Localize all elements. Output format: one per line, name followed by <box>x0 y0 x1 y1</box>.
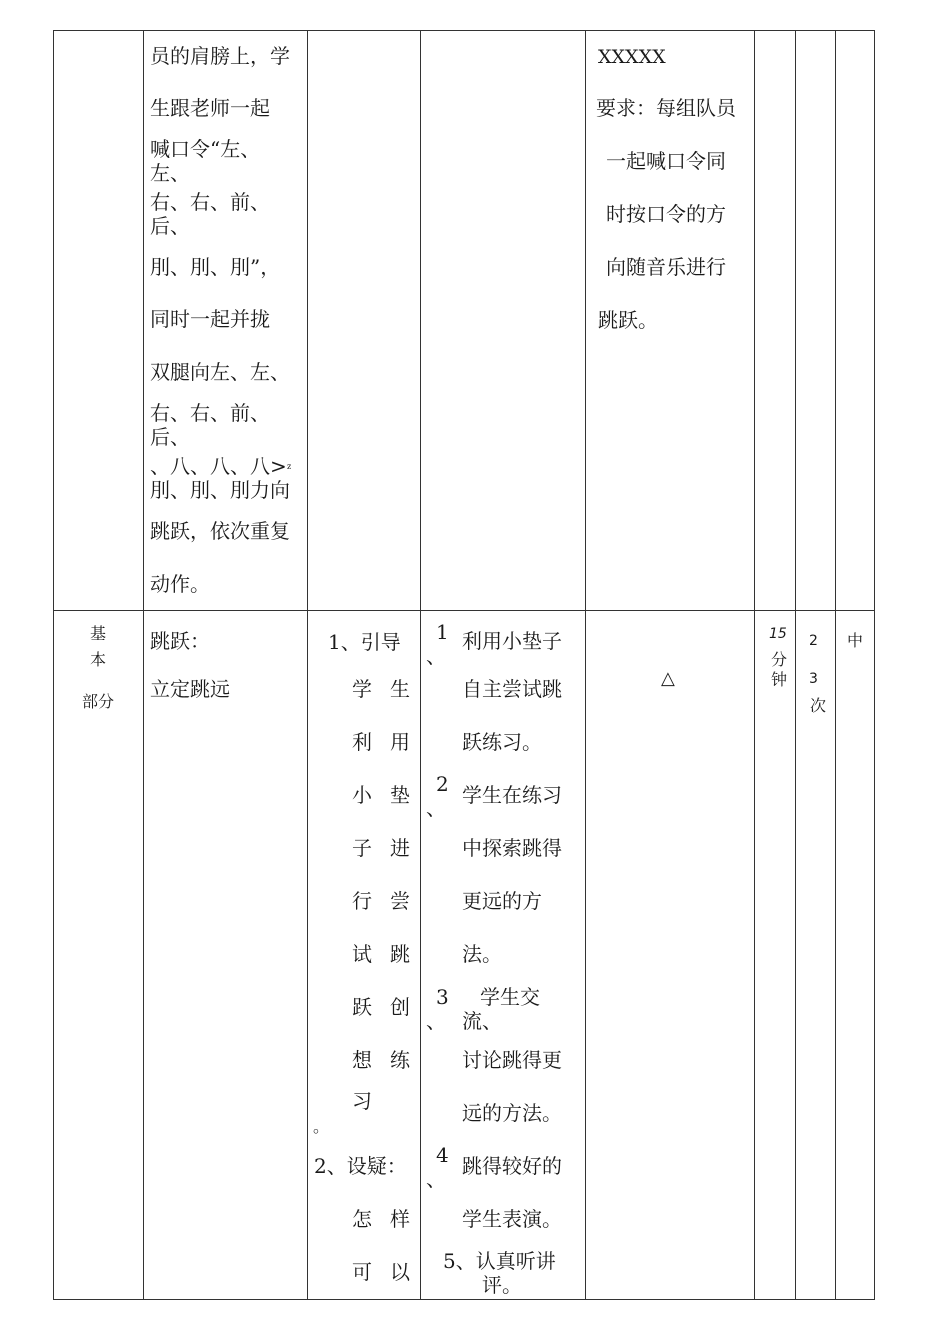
content-line: 动作。 <box>150 572 210 596</box>
student-line: 远的方法。 <box>462 1101 562 1125</box>
student-line: 流、 <box>462 1009 502 1033</box>
student-line: 法。 <box>462 942 502 966</box>
content-line: 生跟老师一起 <box>150 96 270 120</box>
teacher-line: 小 垫 <box>352 783 410 807</box>
content-title: 跳跃： <box>150 629 210 653</box>
student-line: 5、认真听讲 <box>443 1249 556 1273</box>
teacher-line: 利 用 <box>352 730 410 754</box>
teacher-line: 跃 创 <box>352 995 410 1019</box>
requirement-line: 要求：每组队员 <box>596 96 736 120</box>
teacher-step: 1、引导 <box>328 630 401 654</box>
col-border <box>795 30 796 1300</box>
part-label: 基 <box>90 624 107 643</box>
col-border <box>585 30 586 1300</box>
student-step-mark: 、 <box>426 644 446 668</box>
table-bottom-border <box>53 1299 875 1300</box>
student-step-number: 4 <box>436 1143 449 1167</box>
col-border <box>307 30 308 1300</box>
intensity-value: 中 <box>847 631 864 650</box>
teacher-step: 2、设疑： <box>314 1154 407 1178</box>
student-line: 更远的方 <box>462 889 542 913</box>
time-unit: 分 <box>771 650 788 669</box>
teacher-line: 学 生 <box>352 677 410 701</box>
row-divider <box>53 610 875 611</box>
teacher-line: 行 尝 <box>352 889 410 913</box>
teacher-line: 试 跳 <box>352 942 410 966</box>
content-line: 喊口令“左、 <box>150 137 261 161</box>
content-subscript: z <box>287 462 292 471</box>
content-line: 双腿向左、左、 <box>150 360 290 384</box>
part-label: 部分 <box>82 692 115 711</box>
content-line: 同时一起并拢 <box>150 307 270 331</box>
teacher-line: 子 进 <box>352 836 410 860</box>
teacher-line: 怎 样 <box>352 1207 410 1231</box>
formation-triangle-icon: △ <box>661 668 675 689</box>
teacher-line: 可 以 <box>352 1260 410 1284</box>
content-line: 后、 <box>150 214 190 238</box>
student-step-mark: 、 <box>426 1009 446 1033</box>
col-border <box>143 30 144 1300</box>
time-value: 15 <box>769 626 787 642</box>
part-label: 本 <box>90 650 107 669</box>
content-item: 立定跳远 <box>150 677 230 701</box>
table-top-border <box>53 30 875 31</box>
student-step-number: 3 <box>436 985 449 1009</box>
col-border <box>835 30 836 1300</box>
content-line: 、八、八、八> <box>150 454 287 478</box>
teacher-line: 习 <box>352 1089 372 1113</box>
teacher-line-end: 。 <box>313 1117 330 1136</box>
requirement-line: 跳跃。 <box>598 308 658 332</box>
requirement-line: 时按口令的方 <box>606 202 726 226</box>
repetition-value: 3 <box>809 671 818 687</box>
student-step-mark: 、 <box>426 796 446 820</box>
student-step-number: 2 <box>436 772 449 796</box>
content-line: 刖、刖、刖力向 <box>150 478 290 502</box>
repetition-value: 2 <box>809 633 818 649</box>
requirement-line: 一起喊口令同 <box>606 149 726 173</box>
student-line: 跳得较好的 <box>462 1154 562 1178</box>
student-line: 评。 <box>482 1273 522 1297</box>
student-line: 学生表演。 <box>462 1207 562 1231</box>
student-line: 学生在练习 <box>462 783 562 807</box>
student-step-mark: 、 <box>426 1167 446 1191</box>
content-line: 右、右、前、 <box>150 190 270 214</box>
content-line: 跳跃，依次重复 <box>150 519 290 543</box>
content-line: 左、 <box>150 161 190 185</box>
student-step-number: 1 <box>436 620 449 644</box>
teacher-line: 想 练 <box>352 1048 410 1072</box>
student-line: 利用小垫子 <box>462 629 562 653</box>
student-line: 学生交 <box>480 985 540 1009</box>
col-border <box>754 30 755 1300</box>
repetition-unit: 次 <box>810 696 827 715</box>
time-unit: 钟 <box>771 670 788 689</box>
content-line: 右、右、前、 <box>150 401 270 425</box>
content-line: 后、 <box>150 425 190 449</box>
col-border <box>420 30 421 1300</box>
student-line: 自主尝试跳 <box>462 677 562 701</box>
col-border <box>874 30 875 1300</box>
content-line: 员的肩膀上，学 <box>150 44 290 68</box>
student-line: 讨论跳得更 <box>462 1048 562 1072</box>
formation-marks: XXXXX <box>598 46 666 68</box>
requirement-line: 向随音乐进行 <box>606 255 726 279</box>
content-line: 刖、刖、刖”， <box>150 255 281 279</box>
col-border <box>53 30 54 1300</box>
student-line: 跃练习。 <box>462 730 542 754</box>
student-line: 中探索跳得 <box>462 836 562 860</box>
